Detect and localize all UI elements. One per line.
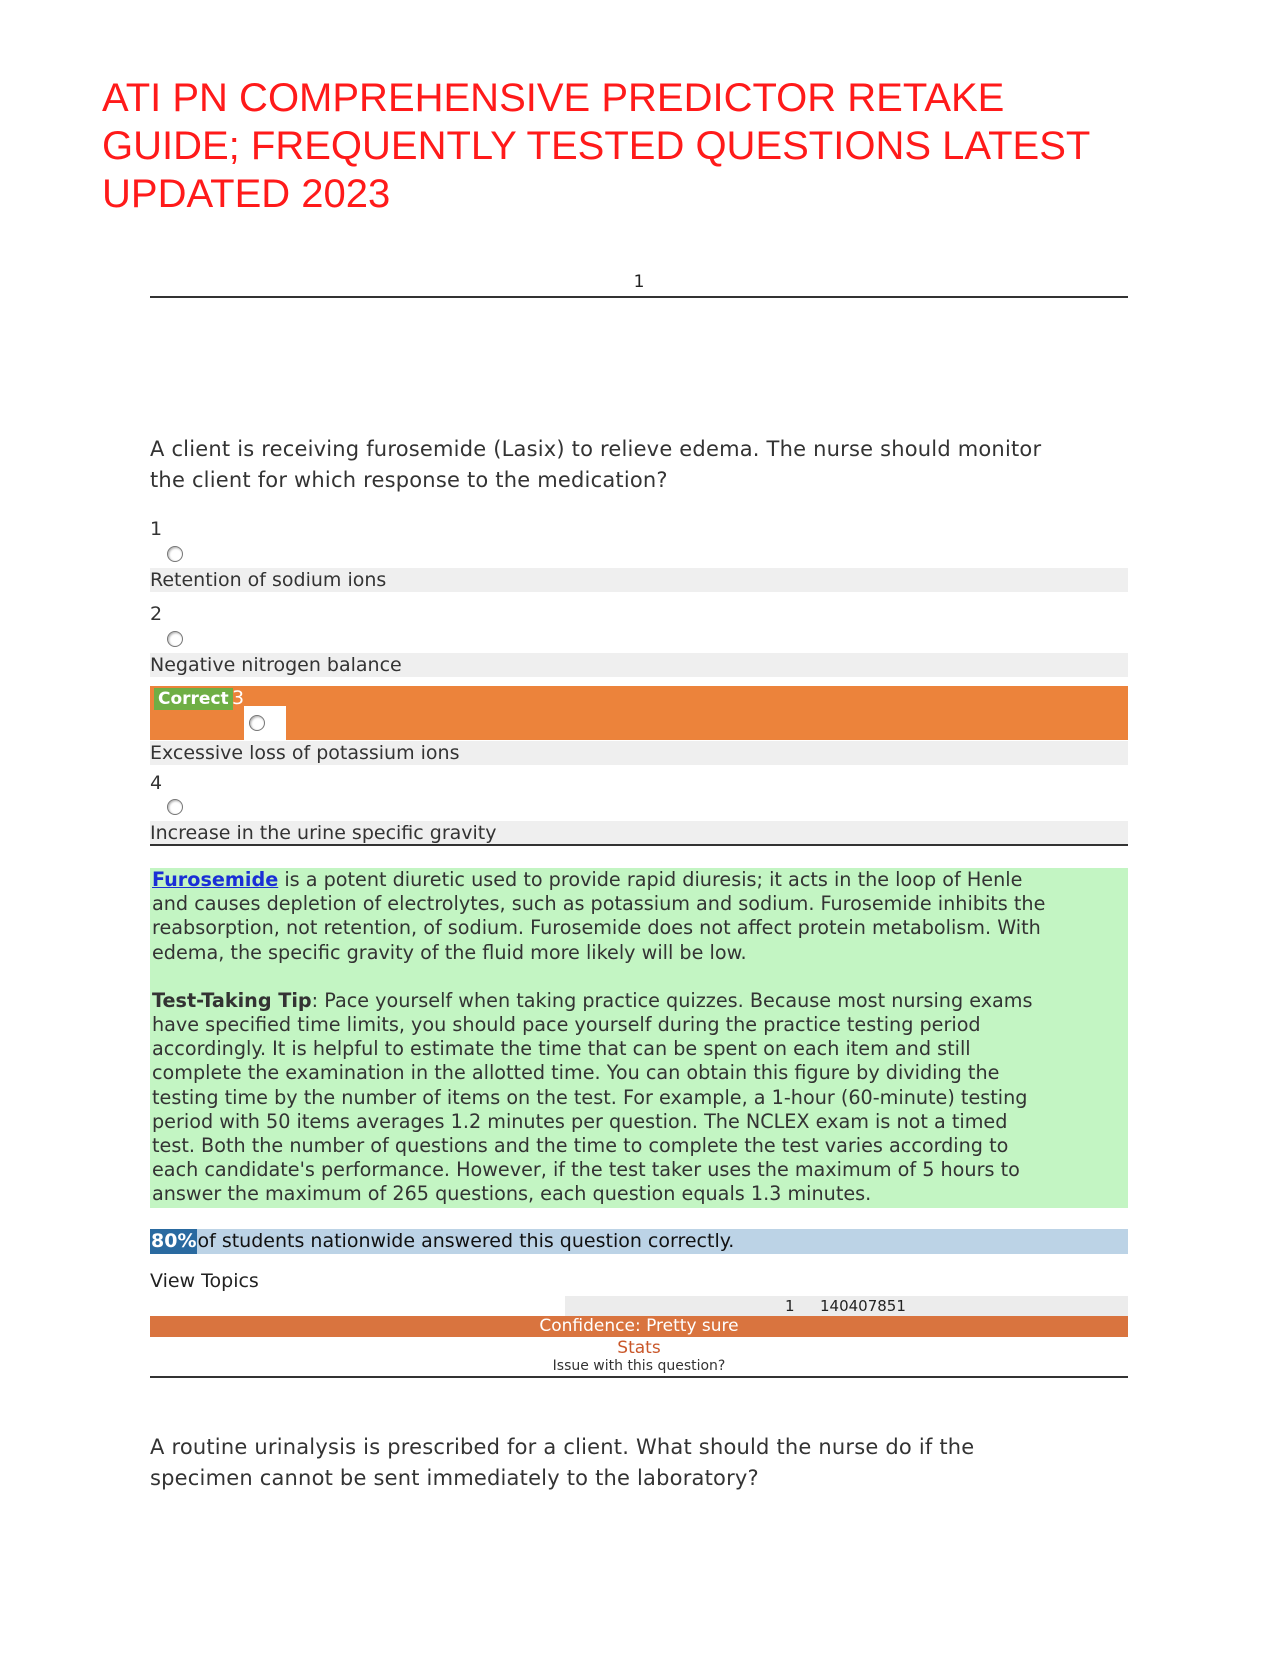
tip-text: have specified time limits, you should pace yourself during the practice testing period — [152, 1013, 981, 1037]
correct-badge: Correct — [154, 688, 233, 710]
percent-correct-bar — [150, 1229, 1128, 1254]
stats-link[interactable]: Stats — [617, 1338, 661, 1358]
tip-text: accordingly. It is helpful to estimate the time that can be spent on each item and still — [152, 1037, 971, 1061]
title-line: ATI PN COMPREHENSIVE PREDICTOR RETAKE — [102, 76, 1005, 120]
option-4-radio[interactable] — [167, 799, 183, 815]
option-text: Negative nitrogen balance — [150, 654, 402, 676]
question-line: specimen cannot be sent immediately to the laboratory? — [150, 1466, 759, 1490]
option-text: Retention of sodium ions — [150, 569, 387, 591]
divider — [150, 1376, 1128, 1378]
option-text: Increase in the urine specific gravity — [150, 822, 497, 844]
option-text: Excessive loss of potassium ions — [150, 742, 460, 764]
rationale-text: edema, the specific gravity of the fluid more likely will be low. — [152, 940, 747, 964]
question-id: 140407851 — [820, 1297, 906, 1315]
view-topics-link[interactable]: View Topics — [150, 1270, 259, 1292]
tip-text: : Pace yourself when taking practice quizzes. Because most nursing exams — [311, 988, 1033, 1012]
tip-text: answer the maximum of 265 questions, each question equals 1.3 minutes. — [152, 1182, 872, 1206]
option-4-label[interactable] — [150, 821, 1128, 845]
option-3-radio-box — [244, 706, 286, 740]
furosemide-link[interactable]: Furosemide — [152, 868, 279, 891]
divider — [150, 296, 1128, 298]
option-number: 1 — [150, 518, 163, 540]
report-issue-link[interactable]: Issue with this question? — [552, 1358, 726, 1374]
percent-correct-value: 80% — [151, 1230, 197, 1252]
test-taking-tip — [150, 989, 1128, 1207]
rationale-text: and causes depletion of electrolytes, such as potassium and sodium. Furosemide inhibits the — [152, 892, 1046, 916]
option-number: 3 — [232, 687, 245, 709]
title-line: UPDATED 2023 — [102, 172, 391, 216]
rationale-text: is a potent diuretic used to provide rapid diuresis; it acts in the loop of Henle — [278, 868, 1023, 891]
question-1-stem — [150, 434, 1128, 496]
option-2-radio[interactable] — [167, 631, 183, 647]
rationale-panel — [150, 868, 1128, 1208]
rationale-paragraph — [150, 868, 1128, 965]
tip-text: complete the examination in the allotted time. You can obtain this figure by dividing the — [152, 1061, 1000, 1085]
option-1-label[interactable] — [150, 568, 1128, 592]
option-3-label[interactable] — [150, 741, 1128, 765]
question-line: the client for which response to the medication? — [150, 468, 668, 492]
tip-text: test. Both the number of questions and the time to complete the test varies according to — [152, 1134, 1009, 1158]
question-line: A routine urinalysis is prescribed for a client. What should the nurse do if the — [150, 1435, 975, 1459]
document-title — [102, 74, 1182, 218]
option-2-label[interactable] — [150, 653, 1128, 677]
page-number: 1 — [633, 272, 645, 292]
percent-correct-text: of students nationwide answered this question correctly. — [197, 1230, 735, 1252]
question-id-bar — [565, 1296, 1128, 1316]
tip-text: each candidate's performance. However, if the test taker uses the maximum of 5 hours to — [152, 1158, 1020, 1182]
option-1-radio[interactable] — [167, 546, 183, 562]
tip-label: Test-Taking Tip — [152, 988, 312, 1012]
question-line: A client is receiving furosemide (Lasix) to relieve edema. The nurse should monitor — [150, 437, 1042, 461]
option-number: 4 — [150, 772, 163, 794]
option-number: 2 — [150, 603, 163, 625]
tip-text: testing time by the number of items on the test. For example, a 1-hour (60-minute) testing — [152, 1085, 1028, 1109]
question-index: 1 — [785, 1297, 795, 1315]
divider — [150, 844, 1128, 846]
option-3-radio[interactable] — [249, 715, 265, 731]
correct-answer-banner — [150, 686, 1128, 740]
question-2-stem — [150, 1432, 1128, 1494]
title-line: GUIDE; FREQUENTLY TESTED QUESTIONS LATEST — [102, 124, 1091, 168]
tip-text: period with 50 items averages 1.2 minutes per question. The NCLEX exam is not a timed — [152, 1109, 1008, 1133]
confidence-bar: Confidence: Pretty sure — [150, 1316, 1128, 1337]
rationale-text: reabsorption, not retention, of sodium. Furosemide does not affect protein metabolism. With — [152, 916, 1041, 940]
